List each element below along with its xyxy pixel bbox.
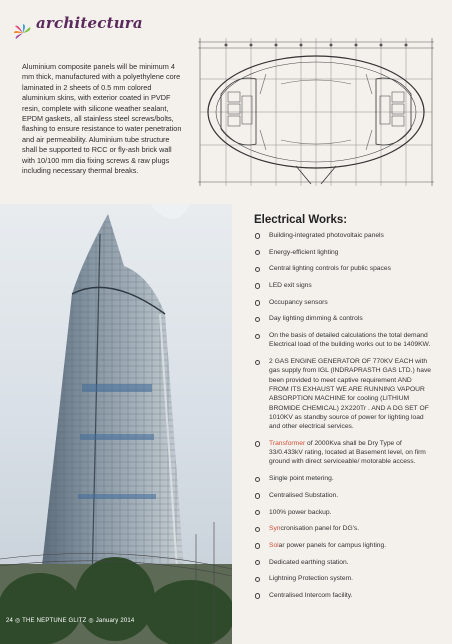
list-item-text: ar power panels for campus lighting. bbox=[278, 541, 387, 549]
list-item bbox=[254, 474, 432, 483]
flower-logo-icon bbox=[12, 22, 34, 44]
list-item-text: Single point metering. bbox=[269, 475, 334, 483]
list-item bbox=[254, 331, 432, 350]
floor-plan-drawing bbox=[196, 34, 436, 190]
list-item-text: Centralised Substation. bbox=[269, 491, 339, 499]
section-title: Electrical Works: bbox=[254, 214, 348, 226]
list-item bbox=[254, 314, 432, 323]
list-item bbox=[254, 264, 432, 273]
intro-paragraph bbox=[22, 62, 186, 176]
list-item bbox=[254, 591, 432, 600]
list-item bbox=[254, 231, 432, 240]
list-item-text: Building-integrated photovoltaic panels bbox=[269, 232, 384, 239]
list-item bbox=[254, 248, 432, 257]
list-item-lead: Syn bbox=[269, 525, 281, 533]
list-item bbox=[254, 298, 432, 307]
list-item bbox=[254, 357, 432, 431]
list-item-text: On the basis of detailed calculations the total demand Electrical load of the building works out to be 1409KW. bbox=[269, 332, 431, 349]
intro-text: Aluminium composite panels will be minimum 4 mm thick, manufactured with a polyethylene core laminated in 2 sheets of 0.5 mm colored aluminium skins, with exterior coated in PVDF resin, complete with silicone weather sealant, EPDM gaskets, all stainless steel screws/bolts, flashing to ensure resistance to water penetration and air permeability. Aluminium tube structure shall be supported to RCC or fly-ash brick wall with 10/100 mm dia fixing screws & raw plugs including necessary thermal breaks. bbox=[22, 62, 182, 176]
list-item-text: cronisation panel for DG's. bbox=[280, 525, 360, 533]
electrical-works-list bbox=[254, 231, 432, 608]
list-item bbox=[254, 281, 432, 290]
list-item bbox=[254, 439, 432, 467]
brand-logo bbox=[8, 8, 168, 48]
list-item bbox=[254, 574, 432, 583]
list-item-text: Centralised Intercom facility. bbox=[269, 591, 353, 599]
list-item-text: LED exit signs bbox=[269, 282, 312, 290]
list-item bbox=[254, 508, 432, 517]
list-item-text: Lightning Protection system. bbox=[269, 575, 354, 583]
list-item-lead: Transformer bbox=[269, 439, 306, 447]
list-item bbox=[254, 491, 432, 500]
list-item-lead: Sol bbox=[269, 541, 279, 549]
list-item-text: Occupancy sensors bbox=[269, 298, 328, 306]
building-photo bbox=[0, 204, 232, 644]
list-item-text: Central lighting controls for public spaces bbox=[269, 265, 391, 273]
list-item-text: 100% power backup. bbox=[269, 508, 332, 516]
list-item-text: of 2000Kva shall be Dry Type of 33/0.433kV rating, located at Basement level, on firm ground with direct serviceable/ motorable access. bbox=[269, 439, 426, 466]
list-item bbox=[254, 524, 432, 533]
list-item bbox=[254, 558, 432, 567]
brand-name: architectura bbox=[36, 14, 143, 32]
list-item-text: Day lighting dimming & controls bbox=[269, 315, 363, 323]
page-footer: 24 ◎ THE NEPTUNE GLITZ ◎ January 2014 bbox=[6, 618, 135, 624]
list-item-text: Energy-efficient lighting bbox=[269, 248, 339, 256]
list-item-text: 2 GAS ENGINE GENERATOR OF 770KV EACH with gas supply from IGL (INDRAPRASTH GAS LTD.) have been provided to meet captive requirement AND FROM ITS EXHAUST WE ARE RUNNING VAPOUR ABSORPTION MACHINE for cooling (LITHIUM BROMIDE CHEMICAL) 2X220Tr . AND A DG SET OF 1010KV as standby source of power for lighting load and other electrical services. bbox=[269, 358, 432, 431]
list-item bbox=[254, 541, 432, 550]
list-item-text: Dedicated earthing station. bbox=[269, 558, 349, 566]
